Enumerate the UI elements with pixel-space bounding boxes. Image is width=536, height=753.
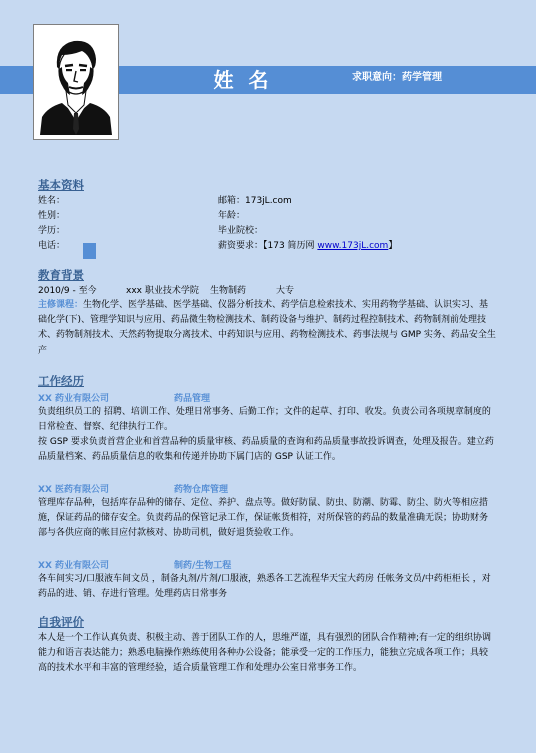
salary-prefix: 薪资要求：【173 简历网 (218, 241, 318, 251)
job-1-desc-1: 负责组织员工的 招聘、培训工作、处理日常事务、后勤工作；文件的起草、打印、收发。负责公司各项规章制度的日常检查、督察、纪律执行工作。 (38, 407, 491, 433)
job-3-company: XX 药业有限公司 (38, 561, 110, 571)
job-2-desc: 管理库存品种，包括库存品种的储存、定位、养护、盘点等。做好防鼠、防虫、防潮、防霉、防尘、防火等相应措施，保证药品的储存安全。负责药品的保管记录工作，保证帐货相符，对所保管的药品的数量准确无误；协助财务部与各供应商的帐目应付款核对、协助司机，做好退货验收工作。 (38, 498, 489, 539)
profile-photo (33, 24, 119, 140)
candidate-name: 姓 名 (213, 68, 273, 92)
salary-link[interactable]: www.173jL.com (317, 241, 389, 251)
job-1-desc-2: 按 GSP 要求负责首营企业和首营品种的质量审核、药品质量的查询和药品质量事故投诉调查，处理及报告。建立药品质量档案、药品质量信息的收集和传递并协助下属门店的 GSP 认证工作。 (38, 437, 494, 463)
phone-marker (83, 243, 96, 259)
courses-text: 生物化学、医学基础、医学基础、仪器分析技术、药学信息检索技术、实用药物学基础、认识实习、基础化学(下)、管理学知识与应用、药品微生物检测技术、制药设备与维护、制药过程控制技术、药物制剂前处理技术、药物制剂技术、天然药物提取分离技术、中药知识与应用、药物检测技术、药事法规与 GMP 实务、药品安全生产 (38, 300, 496, 356)
age-field: 年龄： (218, 211, 246, 221)
section-title-self: 自我评价 (38, 615, 84, 629)
job-1-company: XX 药业有限公司 (38, 394, 110, 404)
section-title-education: 教育背景 (38, 268, 84, 282)
job-2-company: XX 医药有限公司 (38, 485, 110, 495)
edu-courses (38, 298, 496, 359)
job-2-role: 药物仓库管理 (174, 485, 229, 495)
self-evaluation: 本人是一个工作认真负责、积极主动、善于团队工作的人，思维严谨，具有强烈的团队合作精神;有一定的组织协调能力和语言表达能力；熟悉电脑操作熟练使用各种办公设备；能承受一定的工作压力，能独立完成各项工作；具较高的技术水平和丰富的管理经验，适合质量管理工作和处理办公室日常事务工作。 (38, 633, 492, 674)
email-field: 邮箱：173jL.com (218, 196, 292, 206)
courses-label: 主修课程： (38, 300, 84, 310)
edu-major: 生物制药 (210, 286, 247, 296)
job-1-role: 药品管理 (174, 394, 211, 404)
degree-label: 学历： (38, 226, 66, 236)
job-3-desc: 各车间实习/口服液车间文员 ，制备丸剂/片剂/口服液，熟悉各工艺流程华天宝大药房 任帐务文员/中药柜柜长 ，对药品的进、销、存进行管理。处理药店日常事务 (38, 574, 491, 600)
job-objective: 求职意向：药学管理 (352, 72, 442, 83)
portrait-image (38, 29, 114, 135)
section-title-experience: 工作经历 (38, 374, 84, 388)
name-label: 姓名： (38, 196, 66, 206)
edu-school: xxx 职业技术学院 (126, 286, 199, 296)
job-3-role: 制药/生物工程 (174, 561, 232, 571)
edu-degree: 大专 (276, 286, 295, 296)
gender-label: 性别： (38, 211, 66, 221)
phone-label: 电话： (38, 241, 66, 251)
salary-suffix: 】 (388, 241, 398, 251)
edu-period: 2010/9 - 至今 (38, 286, 97, 296)
section-title-basic: 基本资料 (38, 178, 84, 192)
salary-field (218, 240, 397, 252)
school-field: 毕业院校： (218, 226, 264, 236)
